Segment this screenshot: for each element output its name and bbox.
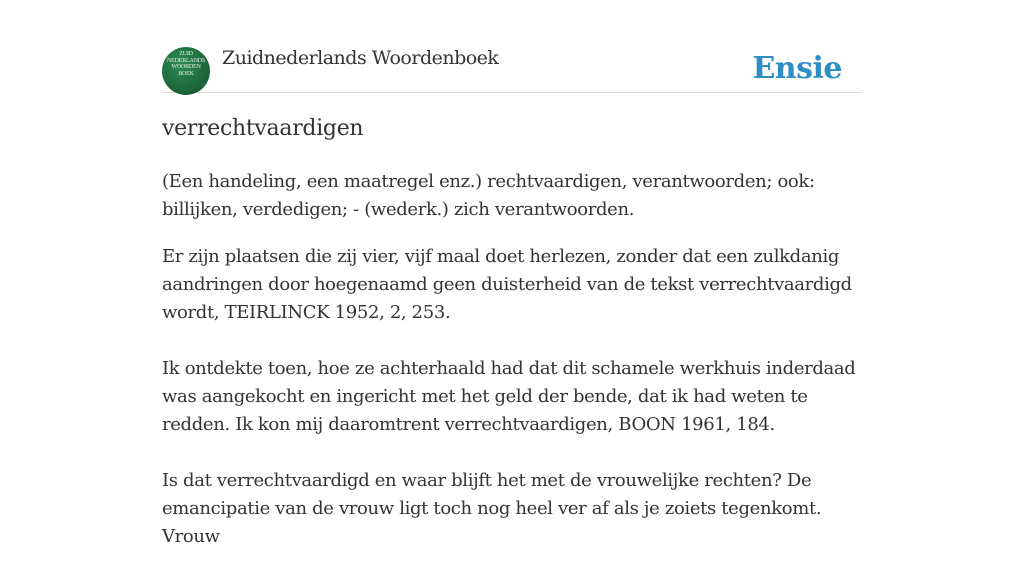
site-name-link[interactable]: Zuidnederlands Woordenboek — [222, 47, 499, 69]
logo-text: ZUID NEDERLANDS WOORDEN BOEK — [167, 51, 205, 77]
entry-content — [162, 168, 862, 579]
header — [162, 44, 862, 93]
page — [162, 44, 862, 547]
example-quote: Ik ontdekte toen, hoe ze achterhaald had dat dit schamele werkhuis inderdaad was aangekocht en ingericht met het geld der bende, dat ik had weten te redden. Ik kon mij daaromtrent verrechtvaardigen, BOON 1961, 184. — [162, 358, 856, 435]
entry-headword: verrechtvaardigen — [162, 116, 364, 141]
ensie-brand-logo[interactable]: Ensie — [752, 51, 842, 86]
example-quote: Is dat verrechtvaardigd en waar blijft het met de vrouwelijke rechten? De emancipatie van de vrouw ligt toch nog heel ver af als je zoiets tegenkomt. Vrouw — [162, 470, 822, 547]
dictionary-logo[interactable] — [162, 47, 210, 95]
example-quote: Er zijn plaatsen die zij vier, vijf maal doet herlezen, zonder dat een zulkdanig aandringen door hoegenaamd geen duisterheid van de tekst verrechtvaardigd wordt, TEIRLINCK 1952, 2, 253. — [162, 246, 852, 323]
entry-definition: (Een handeling, een maatregel enz.) rechtvaardigen, verantwoorden; ook: billijken, verdedigen; - (wederk.) zich verantwoorden. — [162, 171, 815, 220]
